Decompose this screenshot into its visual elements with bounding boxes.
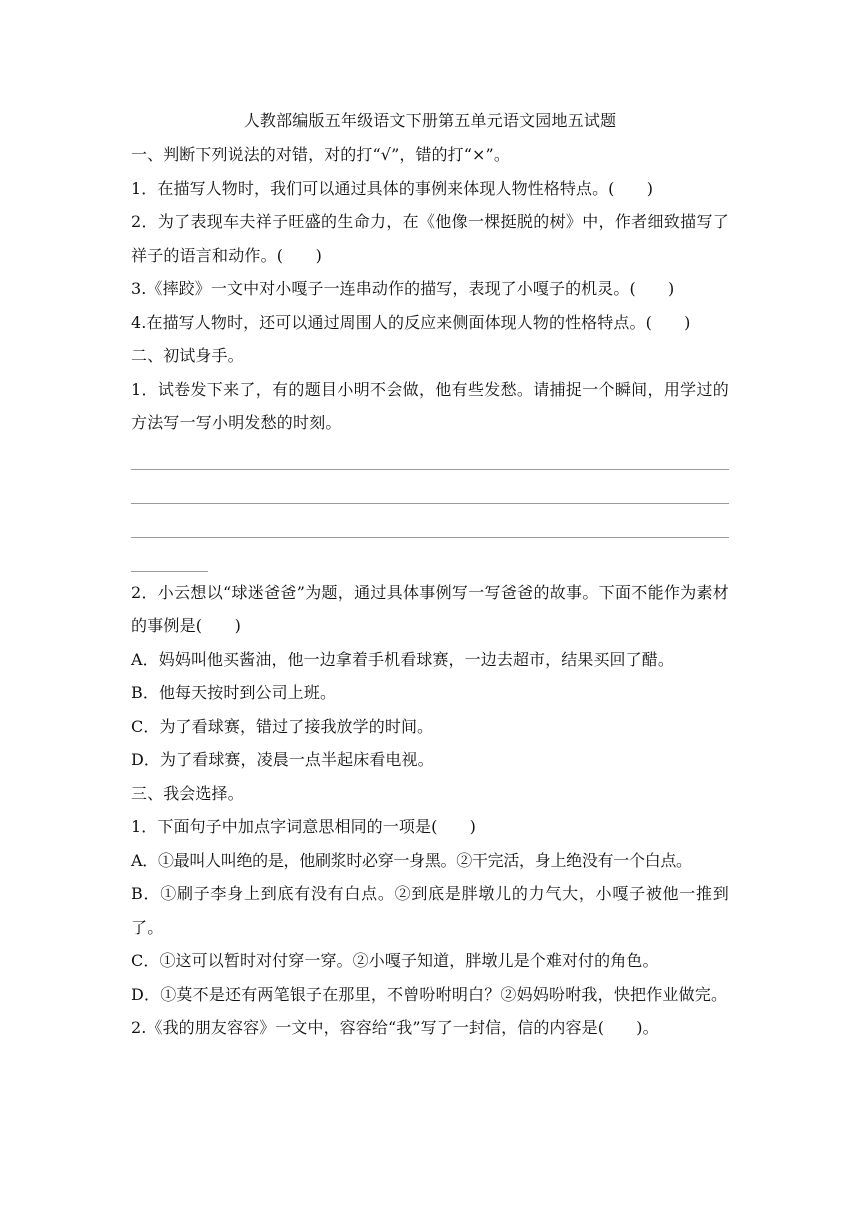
section-3-heading: 三、我会选择。 — [131, 783, 244, 803]
option-3-1-d: D．①莫不是还有两笔银子在那里，不曾吩咐明白？②妈妈吩咐我，快把作业做完。 — [131, 984, 728, 1004]
answer-line[interactable] — [131, 503, 729, 504]
answer-line-short[interactable] — [131, 571, 208, 572]
option-3-1-c: C．①这可以暂时对付穿一穿。②小嘎子知道，胖墩儿是个难对付的角色。 — [131, 951, 659, 970]
section-1-heading: 一、判断下列说法的对错，对的打“√”，错的打“×”。 — [131, 145, 510, 164]
question-3-2: 2.《我的朋友容容》一文中，容容给“我”写了一封信，信的内容是( )。 — [131, 1018, 659, 1037]
option-2-2-b: B．他每天按时到公司上班。 — [131, 683, 337, 702]
answer-line[interactable] — [131, 469, 729, 470]
option-3-1-a: A．①最叫人叫绝的是，他刷浆时必穿一身黑。②干完活，身上绝没有一个白点。 — [131, 850, 692, 870]
page-title: 人教部编版五年级语文下册第五单元语文园地五试题 — [243, 111, 617, 130]
question-1-3: 3.《摔跤》一文中对小嘎子一连串动作的描写，表现了小嘎子的机灵。( ) — [131, 279, 675, 298]
answer-line[interactable] — [131, 537, 729, 538]
option-2-2-d: D．为了看球赛，凌晨一点半起床看电视。 — [131, 750, 434, 769]
question-2-1: 1．试卷发下来了，有的题目小明不会做，他有些发愁。请捕捉一个瞬间，用学过的方法写一写小明发愁的时刻。 — [131, 379, 729, 432]
answer-area[interactable] — [131, 440, 729, 576]
question-2-2: 2．小云想以“球迷爸爸”为题，通过具体事例写一写爸爸的故事。下面不能作为素材的事例是( ) — [131, 582, 729, 635]
section-2-heading: 二、初试身手。 — [131, 346, 244, 365]
question-1-1: 1．在描写人物时，我们可以通过具体的事例来体现人物性格特点。( ) — [131, 178, 654, 198]
option-2-2-a: A．妈妈叫他买酱油，他一边拿着手机看球赛，一边去超市，结果买回了醋。 — [131, 649, 674, 669]
question-1-4: 4.在描写人物时，还可以通过周围人的反应来侧面体现人物的性格特点。( ) — [131, 312, 691, 332]
question-3-1: 1．下面句子中加点字词意思相同的一项是( ) — [131, 817, 476, 836]
worksheet-page — [131, 104, 729, 1045]
option-3-1-b: B．①刷子李身上到底有没有白点。②到底是胖墩儿的力气大，小嘎子被他一推到了。 — [131, 884, 729, 937]
option-2-2-c: C．为了看球赛，错过了接我放学的时间。 — [131, 716, 434, 736]
question-1-2: 2．为了表现车夫祥子旺盛的生命力，在《他像一棵挺脱的树》中，作者细致描写了祥子的语言和动作。( ) — [131, 212, 729, 265]
